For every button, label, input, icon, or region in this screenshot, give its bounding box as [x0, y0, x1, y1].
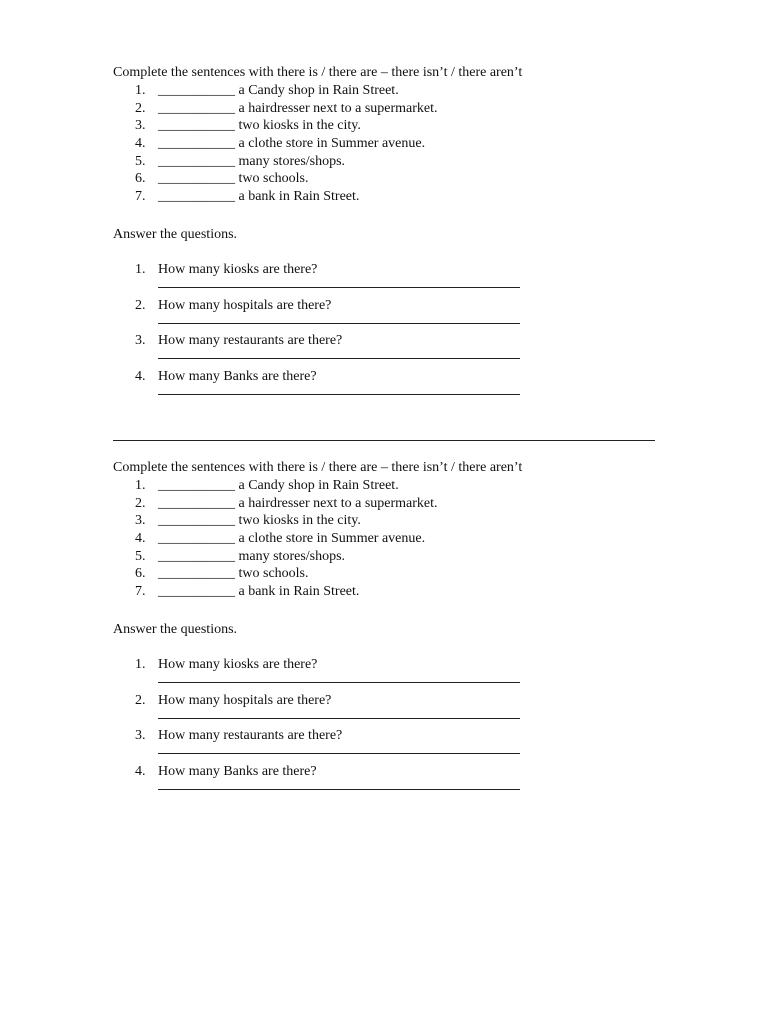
item-number: 6.	[135, 171, 146, 187]
question-number: 4.	[135, 368, 146, 384]
sentence-text: a bank in Rain Street.	[238, 189, 360, 205]
fill-in-item	[113, 117, 673, 135]
question-item	[113, 297, 673, 333]
answer-heading: Answer the questions.	[113, 621, 238, 637]
blank: ___________	[158, 136, 235, 152]
item-number: 5.	[135, 548, 146, 564]
item-number: 1.	[135, 478, 146, 493]
item-number: 7.	[135, 189, 146, 205]
item-number: 7.	[135, 584, 146, 600]
item-number: 1.	[135, 83, 146, 98]
worksheet-section-top	[113, 64, 673, 404]
answer-line	[158, 789, 520, 790]
instruction-text: Complete the sentences with there is / there are – there isn’t / there aren’t	[113, 65, 523, 80]
blank: ___________	[158, 153, 235, 169]
fill-in-item	[113, 495, 673, 513]
answer-heading: Answer the questions.	[113, 226, 238, 242]
blank: ___________	[158, 531, 235, 547]
worksheet-section-bottom	[113, 459, 673, 799]
item-number: 4.	[135, 531, 146, 547]
question-number: 2.	[135, 297, 146, 313]
question-text: How many kiosks are there?	[158, 656, 318, 672]
fill-in-item	[113, 512, 673, 530]
sentence-text: two schools.	[238, 566, 309, 582]
blank: ___________	[158, 171, 235, 187]
blank: ___________	[158, 118, 235, 134]
sentence-text: a Candy shop in Rain Street.	[238, 478, 399, 493]
blank: ___________	[158, 100, 235, 116]
blank: ___________	[158, 566, 235, 582]
answer-line	[158, 682, 520, 683]
answer-line	[158, 323, 520, 324]
question-text: How many Banks are there?	[158, 368, 317, 384]
question-text: How many Banks are there?	[158, 763, 317, 779]
question-number: 3.	[135, 728, 146, 744]
question-number: 1.	[135, 656, 146, 672]
sentence-text: many stores/shops.	[238, 153, 346, 169]
sentence-text: a Candy shop in Rain Street.	[238, 83, 399, 98]
item-number: 3.	[135, 513, 146, 529]
answer-line	[158, 394, 520, 395]
item-number: 4.	[135, 136, 146, 152]
sentence-text: two kiosks in the city.	[238, 513, 361, 529]
question-text: How many kiosks are there?	[158, 261, 318, 277]
question-number: 2.	[135, 692, 146, 708]
fill-in-item	[113, 82, 673, 100]
blank: ___________	[158, 478, 235, 493]
question-text: How many hospitals are there?	[158, 297, 332, 313]
answer-line	[158, 753, 520, 754]
item-number: 2.	[135, 100, 146, 116]
sentence-text: a hairdresser next to a supermarket.	[238, 100, 438, 116]
blank: ___________	[158, 495, 235, 511]
fill-in-item	[113, 530, 673, 548]
blank: ___________	[158, 584, 235, 600]
question-item	[113, 763, 673, 799]
fill-in-item	[113, 188, 673, 206]
question-item	[113, 368, 673, 404]
item-number: 5.	[135, 153, 146, 169]
question-text: How many hospitals are there?	[158, 692, 332, 708]
fill-in-item	[113, 565, 673, 583]
sentence-text: a bank in Rain Street.	[238, 584, 360, 600]
question-item	[113, 727, 673, 763]
question-item	[113, 692, 673, 728]
item-number: 3.	[135, 118, 146, 134]
item-number: 6.	[135, 566, 146, 582]
question-number: 3.	[135, 333, 146, 349]
question-item	[113, 332, 673, 368]
sentence-text: a hairdresser next to a supermarket.	[238, 495, 438, 511]
blank: ___________	[158, 513, 235, 529]
fill-in-list	[113, 82, 673, 206]
fill-in-list	[113, 477, 673, 601]
blank: ___________	[158, 83, 235, 98]
fill-in-item	[113, 153, 673, 171]
blank: ___________	[158, 189, 235, 205]
blank: ___________	[158, 548, 235, 564]
fill-in-item	[113, 135, 673, 153]
sentence-text: two schools.	[238, 171, 309, 187]
fill-in-item	[113, 100, 673, 118]
instruction-text: Complete the sentences with there is / there are – there isn’t / there aren’t	[113, 460, 523, 475]
answer-line	[158, 287, 520, 288]
answer-line	[158, 358, 520, 359]
fill-in-item	[113, 548, 673, 566]
question-list	[113, 656, 673, 799]
fill-in-item	[113, 583, 673, 601]
question-number: 4.	[135, 763, 146, 779]
question-list	[113, 261, 673, 404]
sentence-text: two kiosks in the city.	[238, 118, 361, 134]
question-number: 1.	[135, 261, 146, 277]
fill-in-item	[113, 170, 673, 188]
sentence-text: many stores/shops.	[238, 548, 346, 564]
question-item	[113, 261, 673, 297]
section-divider	[113, 440, 655, 441]
fill-in-item	[113, 477, 673, 495]
sentence-text: a clothe store in Summer avenue.	[238, 531, 426, 547]
answer-line	[158, 718, 520, 719]
question-text: How many restaurants are there?	[158, 333, 343, 349]
sentence-text: a clothe store in Summer avenue.	[238, 136, 426, 152]
item-number: 2.	[135, 495, 146, 511]
question-text: How many restaurants are there?	[158, 728, 343, 744]
question-item	[113, 656, 673, 692]
